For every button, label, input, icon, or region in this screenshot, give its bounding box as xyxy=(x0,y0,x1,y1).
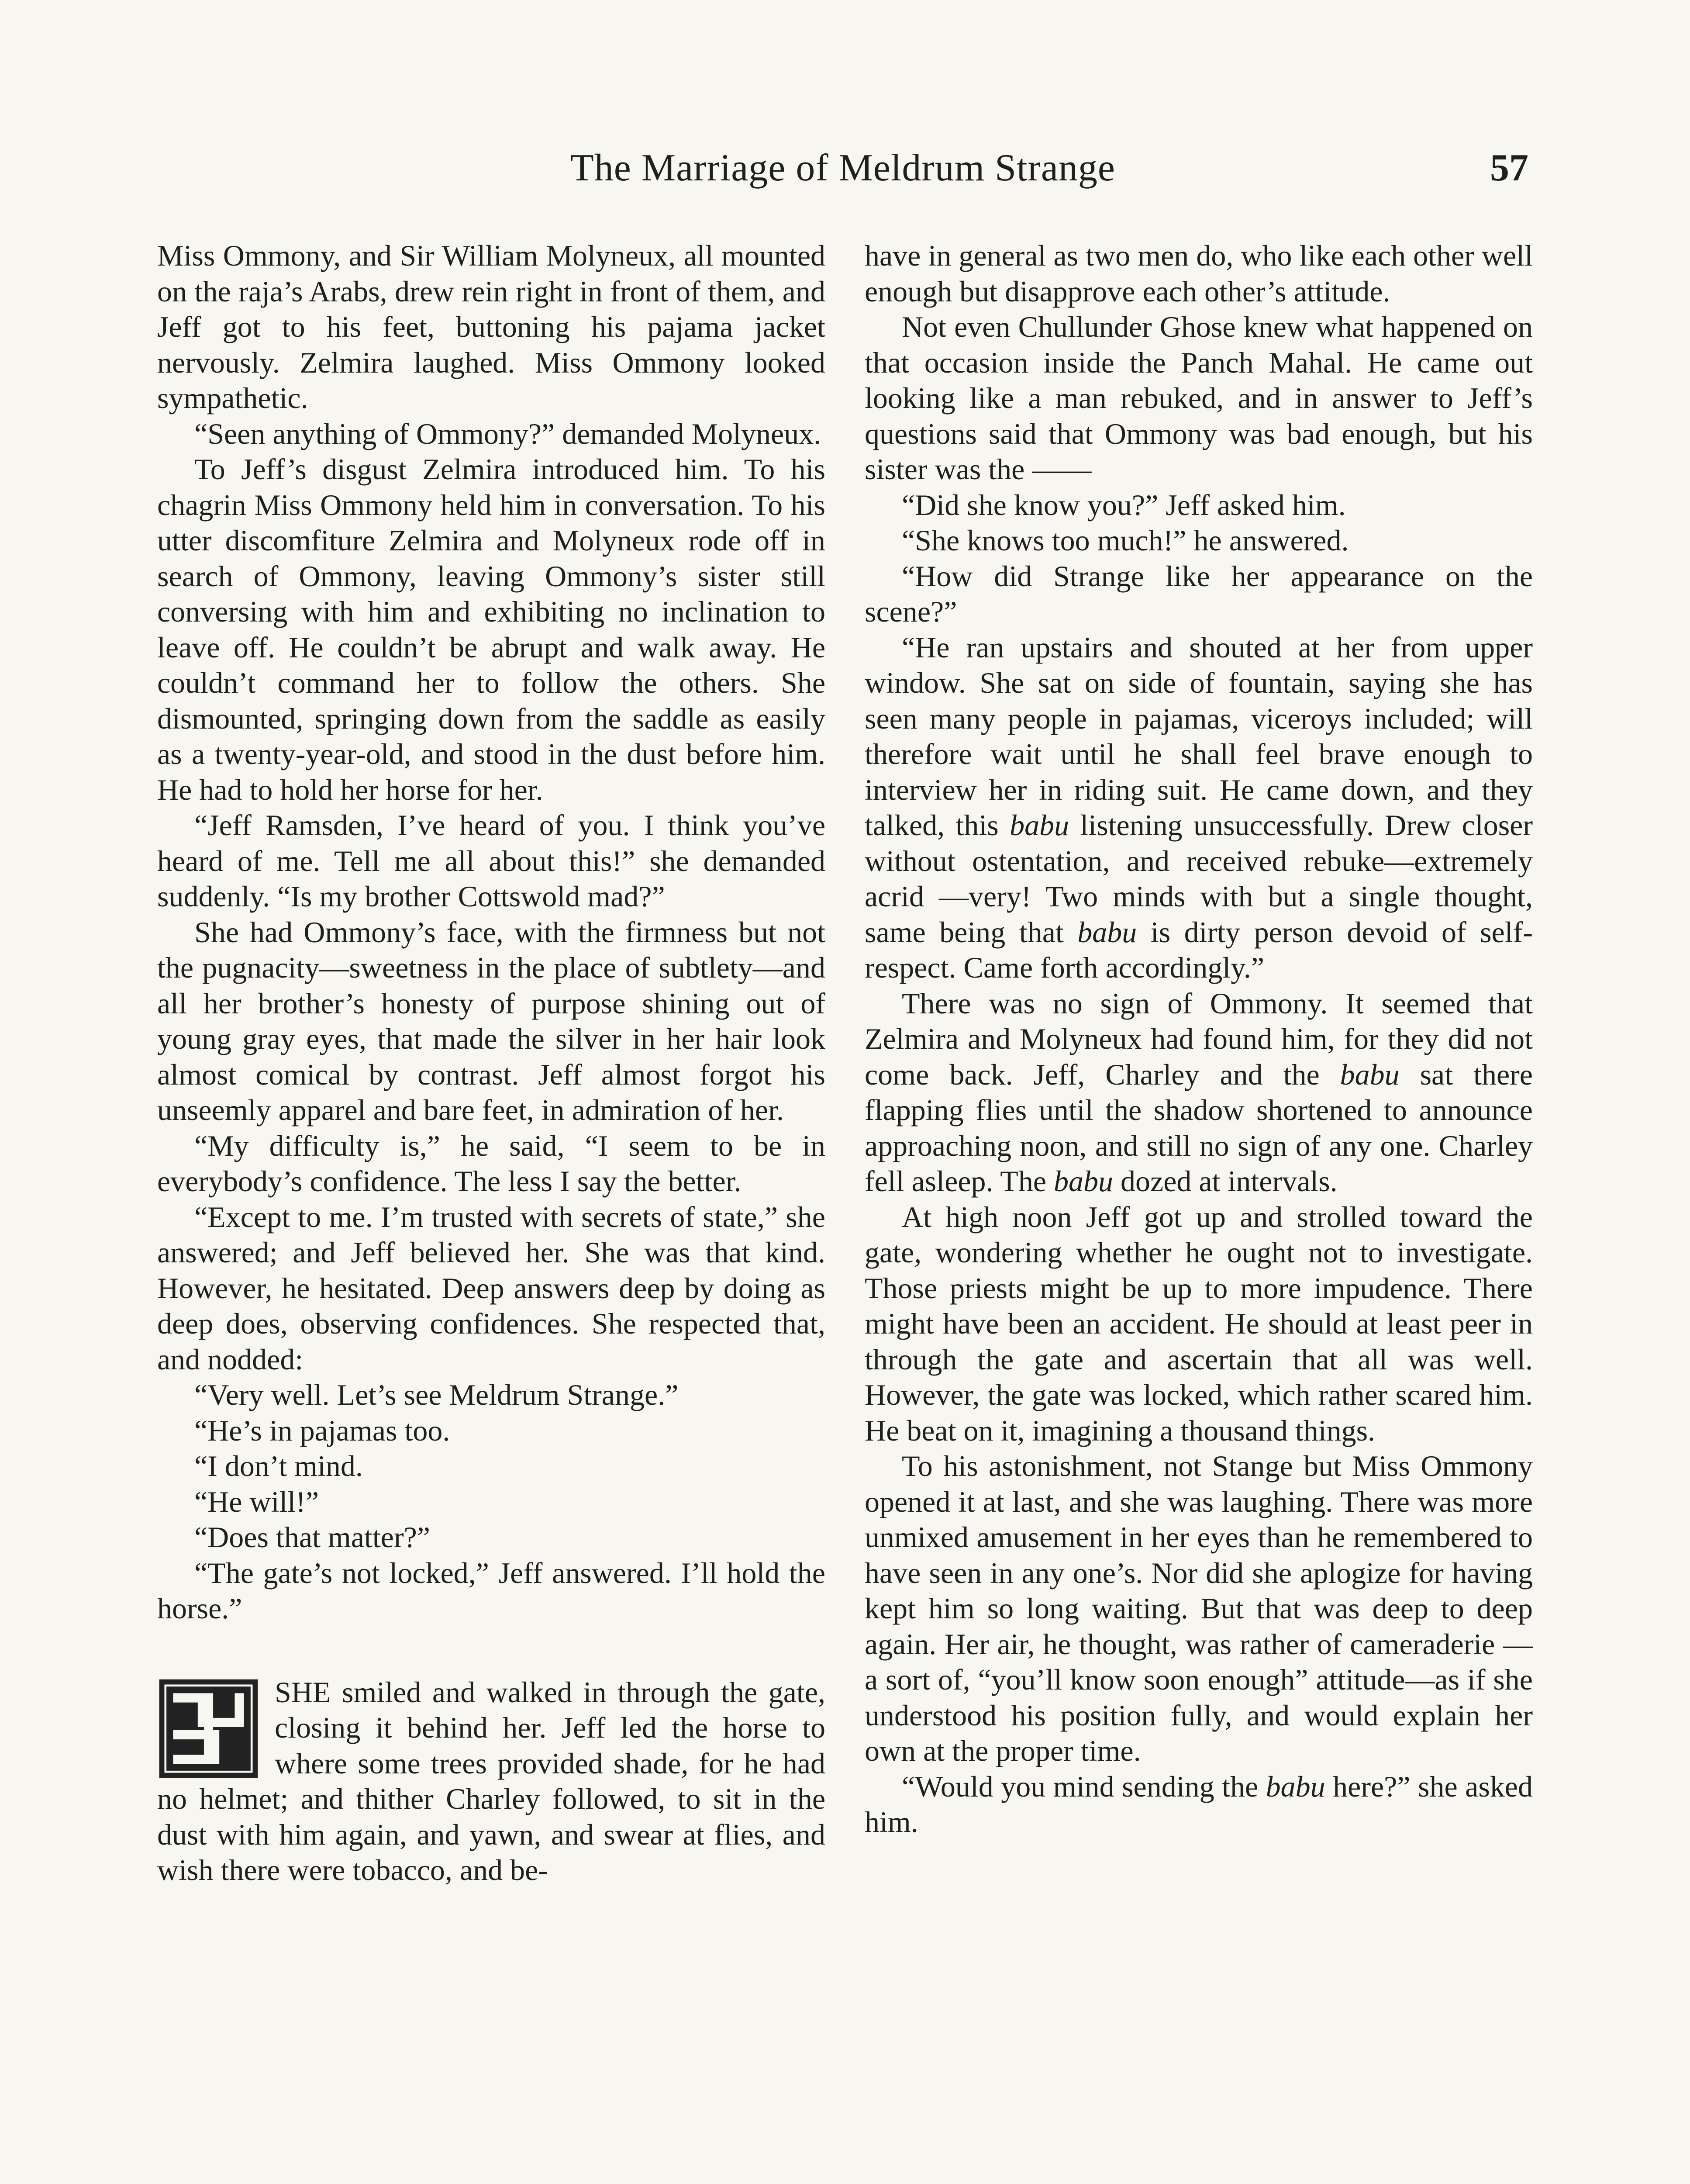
paragraph: “Very well. Let’s see Meldrum Strange.” xyxy=(194,1378,679,1411)
paragraph: There was no sign of Ommony. It seemed that Zelmira and Molyneux had found him, for they did not come back. Jeff, Charley and the babu sat there flapping flies until the shadow shortened to announce approaching noon, and still no sign of any one. Charley fell asleep. The babu dozed at intervals. xyxy=(865,986,1533,1198)
paragraph: “She knows too much!” he answered. xyxy=(902,524,1349,557)
paragraph: Not even Chullunder Ghose knew what happened on that occasion inside the Panch Mahal. He came out looking like a man rebuked, and in answer to Jeff’s questions said that Ommony was bad enough, but his sister was the —— xyxy=(865,310,1533,486)
paragraph: “Except to me. I’m trusted with secrets of state,” she answered; and Jeff believed her. She was that kind. However, he hesitated. Deep answers deep by doing as deep does, observing confidences. She respected that, and nodded: xyxy=(157,1200,825,1376)
paragraph: She had Ommony’s face, with the firmness but not the pugnacity—sweetness in the place of subtlety—and all her brother’s honesty of purpose shining out of young gray eyes, that made the silver in her hair look almost comical by contrast. Jeff almost forgot his unseemly apparel and bare feet, in admiration of her. xyxy=(157,915,825,1127)
right-column xyxy=(865,238,1533,1840)
page-header xyxy=(157,144,1528,205)
paragraph: To Jeff’s disgust Zelmira introduced him. To his chagrin Miss Ommony held him in conversation. To his utter discomfiture Zelmira and Molyneux rode off in search of Ommony, leaving Ommony’s sister still conversing with him and exhibiting no inclination to leave off. He couldn’t be abrupt and walk away. He couldn’t command her to follow the others. She dismounted, springing down from the saddle as easily as a twenty-year-old, and stood in the dust before him. He had to hold her horse for her. xyxy=(157,453,825,806)
dropcap-paragraph-text: SHE smiled and walked in through the gate, closing it behind her. Jeff led the horse to where some trees provided shade, for he had no helmet; and thither Charley followed, to sit in the dust with him again, and yawn, and swear at flies, and wish there were tobacco, and be- xyxy=(157,1675,825,1887)
left-column xyxy=(157,238,825,1888)
swastika-ornament-icon xyxy=(157,1677,260,1780)
paragraph: “The gate’s not locked,” Jeff answered. I’ll hold the horse.” xyxy=(157,1556,825,1625)
paragraph: have in general as two men do, who like each other well enough but disapprove each other’s attitude. xyxy=(865,239,1533,308)
paragraph: “Jeff Ramsden, I’ve heard of you. I think you’ve heard of me. Tell me all about this!” she demanded suddenly. “Is my brother Cottswold mad?” xyxy=(157,809,825,913)
paragraph: “He’s in pajamas too. xyxy=(194,1413,450,1447)
paragraph: At high noon Jeff got up and strolled toward the gate, wondering whether he ought not to investigate. Those priests might be up to more impudence. There might have been an accident. He should at least peer in through the gate and ascertain that all was well. However, the gate was locked, which rather scared him. He beat on it, imagining a thousand things. xyxy=(865,1200,1533,1447)
running-title: The Marriage of Meldrum Strange xyxy=(570,147,1115,189)
paragraph: “Seen anything of Ommony?” demanded Molyneux. xyxy=(194,417,821,450)
paragraph: “Did she know you?” Jeff asked him. xyxy=(902,488,1346,522)
paragraph: “Does that matter?” xyxy=(194,1521,430,1554)
dropcap-paragraph xyxy=(157,1675,825,1888)
italic-word: babu xyxy=(1010,809,1069,842)
paragraph: “My difficulty is,” he said, “I seem to be in everybody’s confidence. The less I say the better. xyxy=(157,1129,825,1198)
paragraph: To his astonishment, not Stange but Miss Ommony opened it at last, and she was laughing. There was more unmixed amusement in her eyes than he remembered to have seen in any one’s. Nor did she aplogize for having kept him so long waiting. But that was deep to deep again. Her air, he thought, was rather of cameraderie —a sort of, “you’ll know soon enough” attitude—as if she understood his position fully, and would explain her own at the proper time. xyxy=(865,1449,1533,1767)
paragraph: “Would you mind sending the babu here?” she asked him. xyxy=(865,1769,1533,1838)
paragraph: Miss Ommony, and Sir William Molyneux, all mounted on the raja’s Arabs, drew rein right in front of them, and Jeff got to his feet, buttoning his pajama jacket nervously. Zelmira laughed. Miss Ommony looked sympathetic. xyxy=(157,239,825,415)
italic-word: babu xyxy=(1054,1165,1114,1198)
paragraph: “How did Strange like her appearance on the scene?” xyxy=(865,559,1533,628)
italic-word: babu xyxy=(1340,1057,1400,1091)
paragraph: “He will!” xyxy=(194,1485,319,1518)
italic-word: babu xyxy=(1077,915,1137,949)
paragraph: “He ran upstairs and shouted at her from upper window. She sat on side of fountain, saying she has seen many people in pajamas, viceroys included; will therefore wait until he shall feel brave enough to interview her in riding suit. He came down, and they talked, this babu listening unsuccessfully. Drew closer without ostentation, and received rebuke—extremely acrid —very! Two minds with but a single thought, same being that babu is dirty person devoid of self-respect. Came forth accordingly.” xyxy=(865,630,1533,984)
italic-word: babu xyxy=(1266,1769,1325,1803)
paragraph: “I don’t mind. xyxy=(194,1449,363,1482)
page-number: 57 xyxy=(1490,147,1528,189)
